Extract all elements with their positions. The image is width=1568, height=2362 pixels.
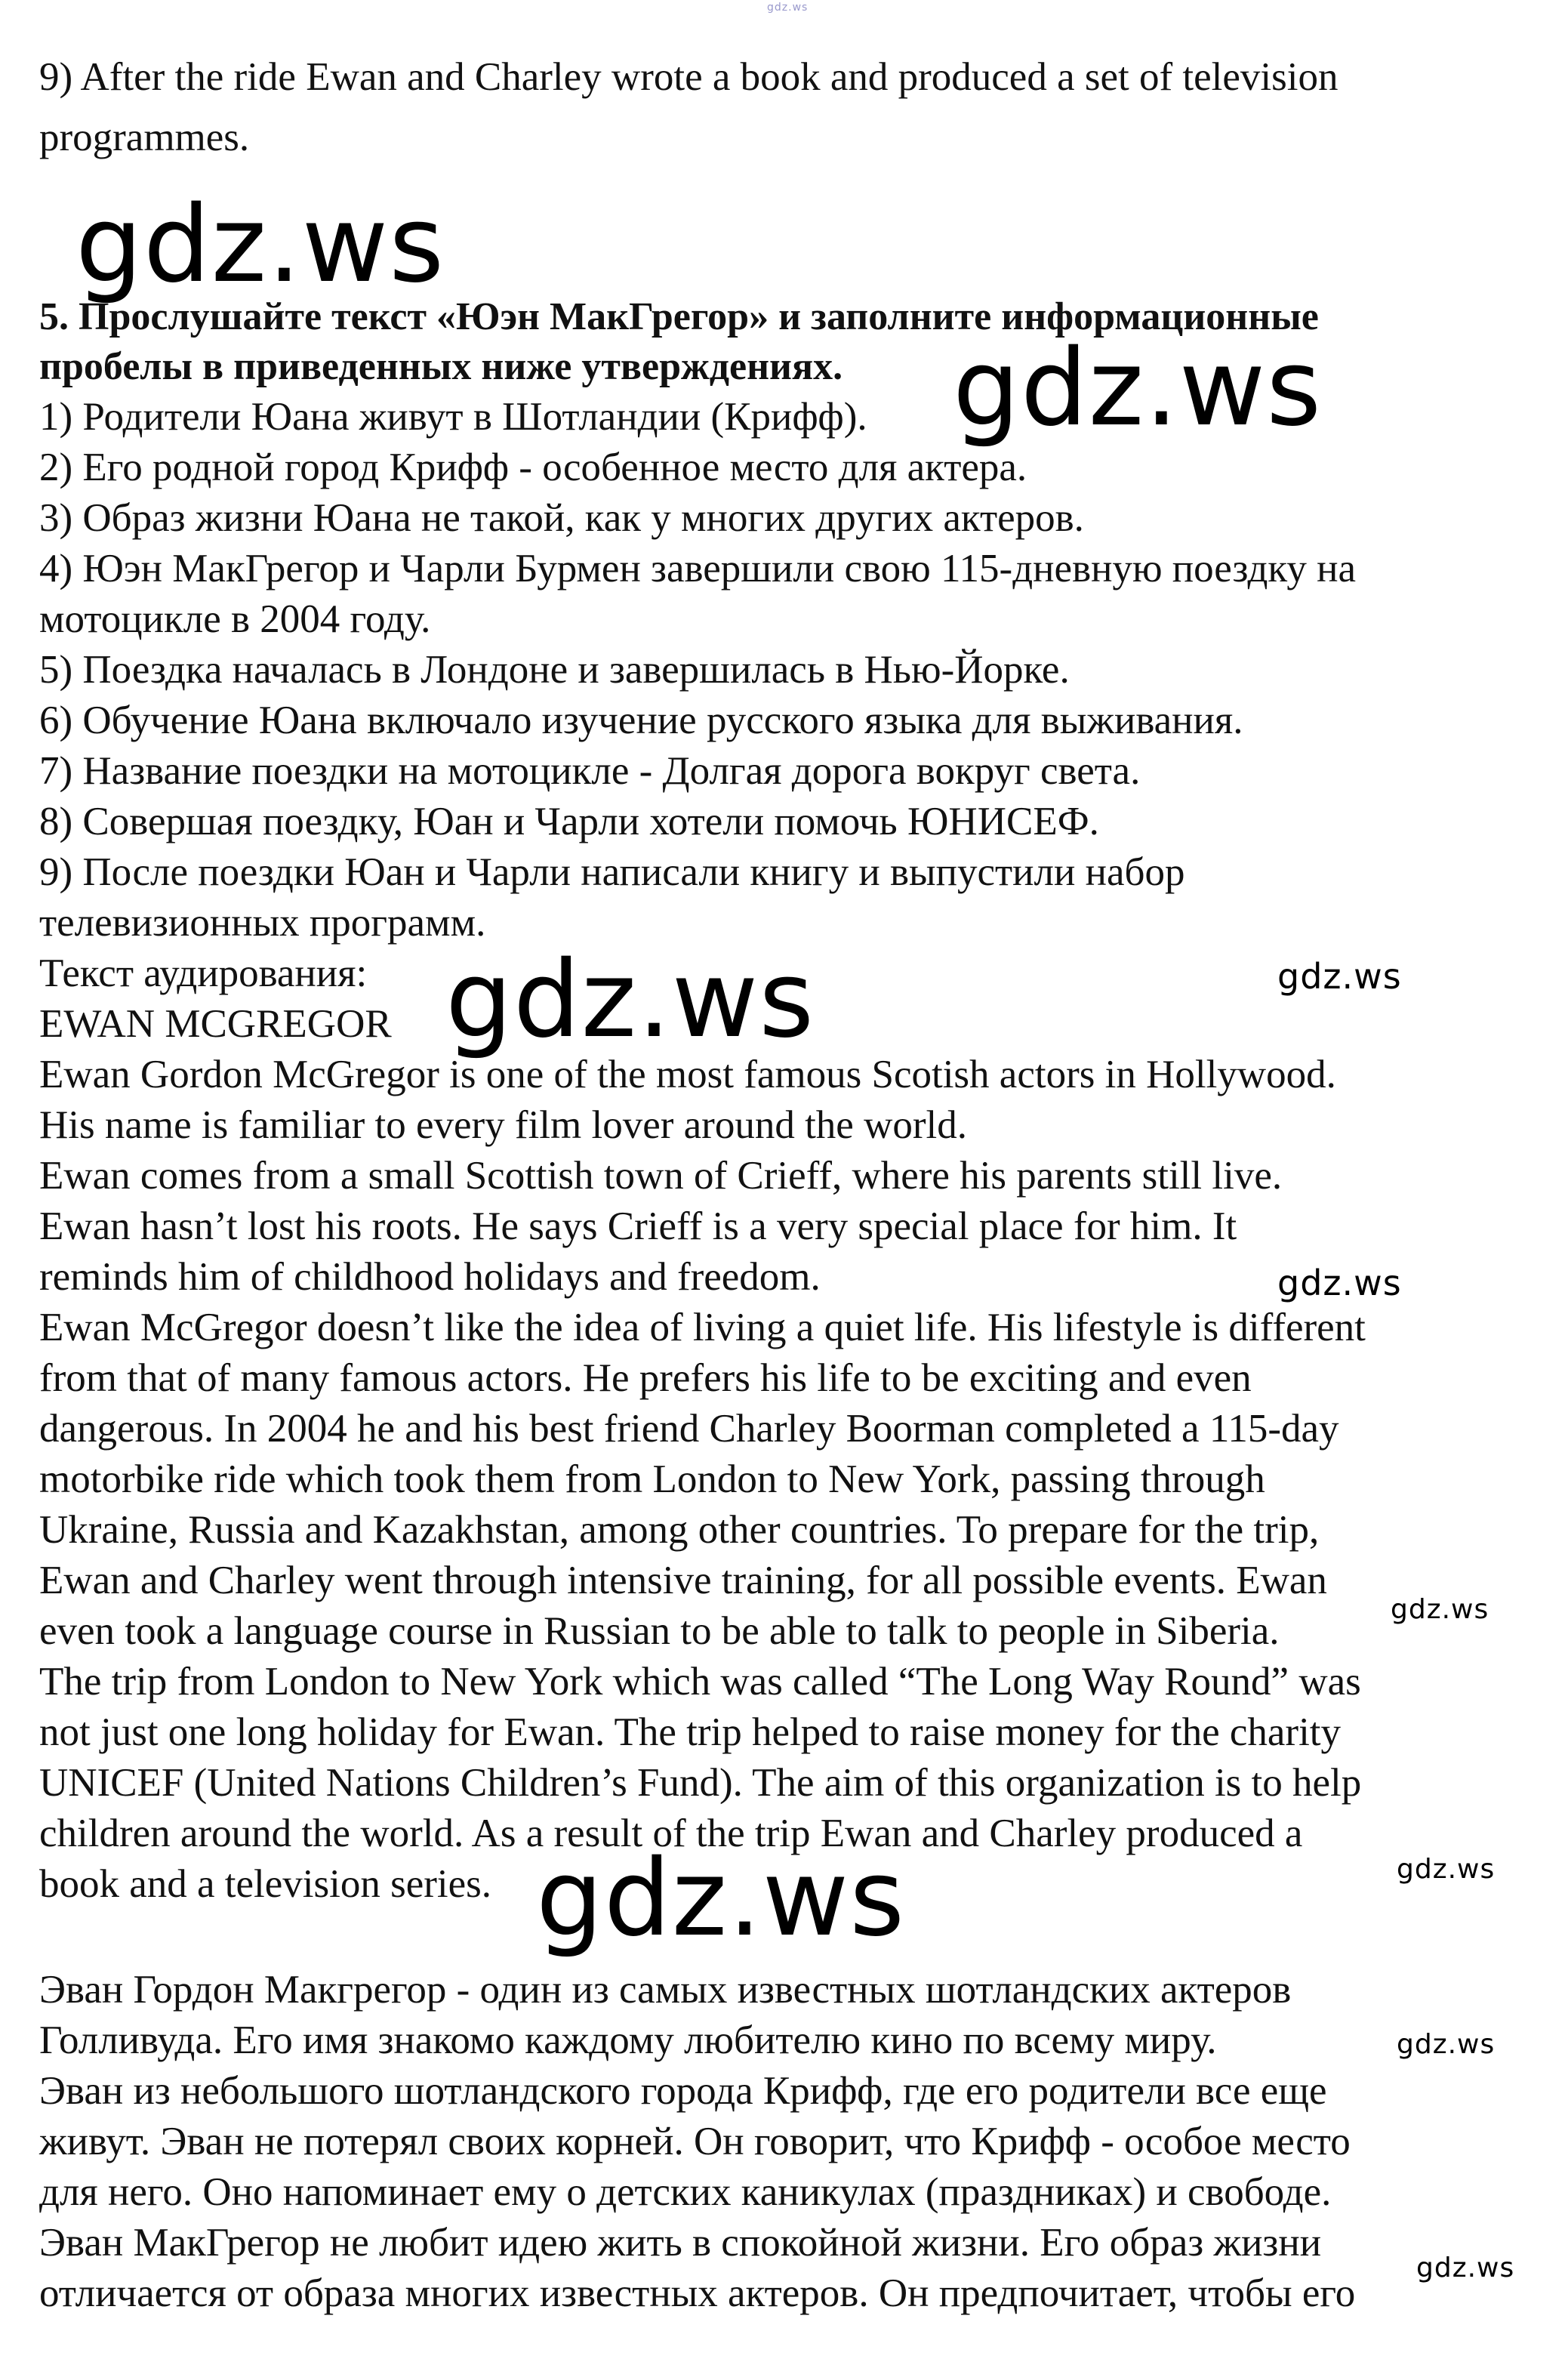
header-watermark: gdz.ws — [767, 2, 809, 14]
statement: 9) После поездки Юан и Чарли написали книгу и выпустили набор — [39, 850, 1185, 894]
statement: мотоцикле в 2004 году. — [39, 597, 431, 641]
text-line: book and a television series. — [39, 1862, 492, 1906]
watermark-large: gdz.ws — [536, 1837, 906, 1960]
statement: 3) Образ жизни Юана не такой, как у многих других актеров. — [39, 496, 1084, 540]
text-line: Ewan hasn’t lost his roots. He says Crieff is a very special place for him. It — [39, 1204, 1237, 1248]
text-line: Ewan McGregor doesn’t like the idea of living a quiet life. His lifestyle is different — [39, 1306, 1366, 1349]
text-line: from that of many famous actors. He prefers his life to be exciting and even — [39, 1356, 1252, 1400]
statement: 2) Его родной город Крифф - особенное место для актера. — [39, 446, 1027, 489]
task-heading: пробелы в приведенных ниже утверждениях. — [39, 345, 843, 388]
text-line: Ewan Gordon McGregor is one of the most famous Scotish actors in Hollywood. — [39, 1053, 1336, 1096]
watermark-small: gdz.ws — [1277, 956, 1402, 997]
translation-line: Эван из небольшого шотландского города Крифф, где его родители все еще — [39, 2069, 1327, 2113]
statement: телевизионных программ. — [39, 901, 486, 945]
translation-line: Голливуда. Его имя знакомо каждому любителю кино по всему миру. — [39, 2018, 1217, 2062]
translation-line: Эван Гордон Макгрегор - один из самых известных шотландских актеров — [39, 1968, 1292, 2012]
text-line: children around the world. As a result of the trip Ewan and Charley produced a — [39, 1812, 1303, 1855]
text-line: Ukraine, Russia and Kazakhstan, among other countries. To prepare for the trip, — [39, 1508, 1320, 1552]
watermark-small: gdz.ws — [1397, 2029, 1496, 2060]
watermark-small: gdz.ws — [1416, 2253, 1515, 2283]
translation-line: отличается от образа многих известных актеров. Он предпочитает, чтобы его — [39, 2271, 1356, 2315]
translation-line: живут. Эван не потерял своих корней. Он говорит, что Крифф - особое место — [39, 2120, 1351, 2163]
text-line: motorbike ride which took them from London to New York, passing through — [39, 1457, 1265, 1501]
watermark-large: gdz.ws — [75, 183, 445, 307]
translation-line: для него. Оно напоминает ему о детских каникулах (праздниках) и свободе. — [39, 2170, 1332, 2214]
text-line: The trip from London to New York which was called “The Long Way Round” was — [39, 1660, 1361, 1704]
statement: 8) Совершая поездку, Юан и Чарли хотели помочь ЮНИСЕФ. — [39, 800, 1099, 843]
watermark-large: gdz.ws — [953, 327, 1323, 450]
listening-label: Текст аудирования: — [39, 951, 368, 995]
text-line: dangerous. In 2004 he and his best friend Charley Boorman completed a 115-day — [39, 1407, 1339, 1451]
statement: 1) Родители Юана живут в Шотландии (Крифф). — [39, 395, 867, 439]
text-line: programmes. — [39, 116, 250, 159]
text-line: not just one long holiday for Ewan. The trip helped to raise money for the charity — [39, 1710, 1342, 1754]
text-line: His name is familiar to every film lover around the world. — [39, 1103, 967, 1147]
text-line: UNICEF (United Nations Children’s Fund). The aim of this organization is to help — [39, 1761, 1362, 1805]
text-line: Ewan comes from a small Scottish town of Crieff, where his parents still live. — [39, 1154, 1283, 1198]
text-line: even took a language course in Russian to be able to talk to people in Siberia. — [39, 1609, 1280, 1653]
text-line: reminds him of childhood holidays and freedom. — [39, 1255, 821, 1299]
statement: 5) Поездка началась в Лондоне и завершилась в Нью-Йорке. — [39, 648, 1070, 692]
text-line: Ewan and Charley went through intensive training, for all possible events. Ewan — [39, 1559, 1327, 1602]
listening-title: EWAN MCGREGOR — [39, 1002, 392, 1046]
watermark-small: gdz.ws — [1397, 1854, 1496, 1885]
statement: 4) Юэн МакГрегор и Чарли Бурмен завершили свою 115-дневную поездку на — [39, 547, 1357, 590]
statement: 7) Название поездки на мотоцикле - Долгая дорога вокруг света. — [39, 749, 1141, 793]
watermark-small: gdz.ws — [1277, 1263, 1402, 1303]
task-heading: 5. Прослушайте текст «Юэн МакГрегор» и заполните информационные — [39, 295, 1319, 338]
statement: 6) Обучение Юана включало изучение русского языка для выживания. — [39, 698, 1243, 742]
text-line: 9) After the ride Ewan and Charley wrote a book and produced a set of television — [39, 55, 1338, 99]
watermark-large: gdz.ws — [445, 939, 815, 1062]
translation-line: Эван МакГрегор не любит идею жить в спокойной жизни. Его образ жизни — [39, 2221, 1322, 2265]
watermark-small: gdz.ws — [1391, 1594, 1489, 1625]
